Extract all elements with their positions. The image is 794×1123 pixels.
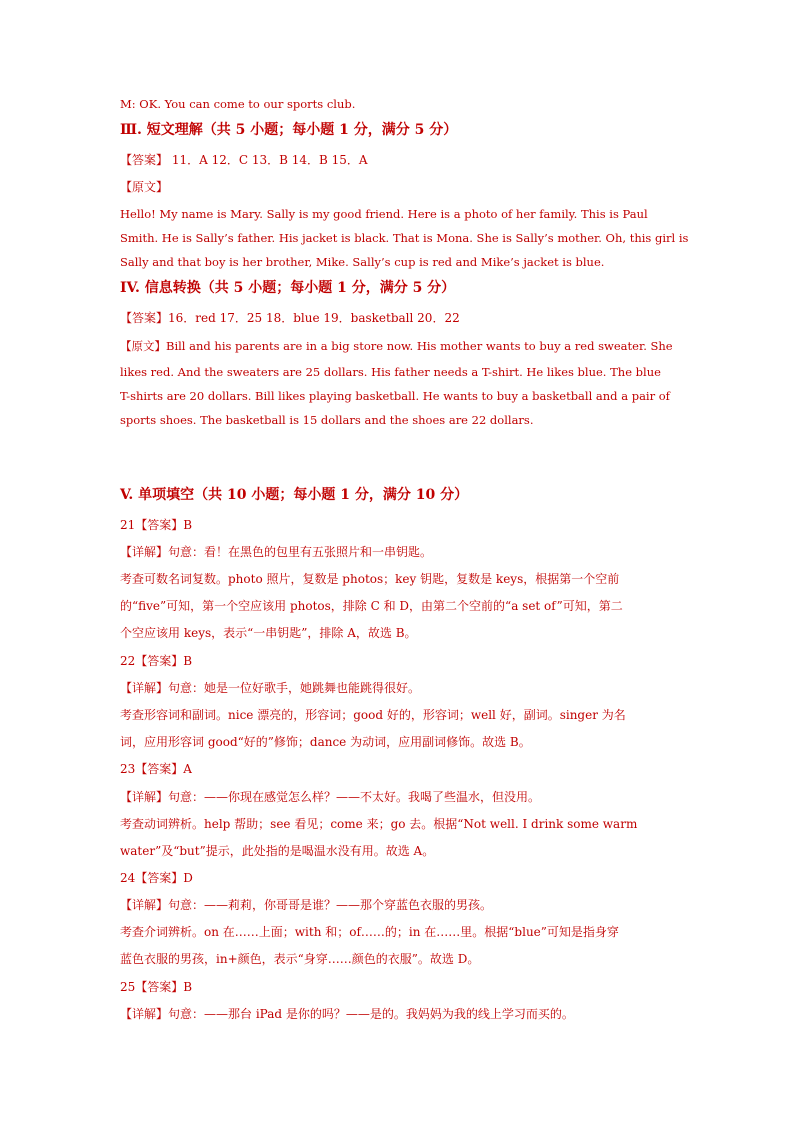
section-heading-iii: Ⅲ. 短文理解（共 5 小题；每小题 1 分，满分 5 分） xyxy=(120,122,458,138)
question-answer: 23【答案】A xyxy=(120,762,192,776)
passage-line: T-shirts are 20 dollars. Bill likes playing basketball. He wants to buy a basketball and a pair of xyxy=(120,389,670,403)
explanation-line: 的“five”可知，第一个空应该用 photos，排除 C 和 D，由第二个空前的“a set of”可知，第二 xyxy=(120,599,623,613)
explanation-line: 【详解】句意：她是一位好歌手，她跳舞也能跳得很好。 xyxy=(120,681,421,695)
question-answer: 24【答案】D xyxy=(120,871,193,885)
passage-line: Smith. He is Sally’s father. His jacket is black. That is Mona. She is Sally’s mother. Oh, this girl is xyxy=(120,231,689,245)
explanation-line: 考查形容词和副词。nice 漂亮的，形容词；good 好的，形容词；well 好，副词。singer 为名 xyxy=(120,708,626,722)
question-answer: 25【答案】B xyxy=(120,980,193,994)
explanation-line: water”及“but”提示，此处指的是喝温水没有用。故选 A。 xyxy=(120,844,435,858)
question-answer: 21【答案】B xyxy=(120,518,193,532)
section-heading-iv: IV. 信息转换（共 5 小题；每小题 1 分，满分 5 分） xyxy=(120,280,456,296)
question-answer: 22【答案】B xyxy=(120,654,193,668)
dialogue-line: M: OK. You can come to our sports club. xyxy=(120,97,356,111)
original-text-label: 【原文】 xyxy=(120,180,169,194)
answer-line: 【答案】 11．A 12．C 13．B 14．B 15．A xyxy=(120,153,368,167)
section-heading-v: V. 单项填空（共 10 小题；每小题 1 分，满分 10 分） xyxy=(120,487,469,503)
explanation-line: 【详解】句意：——莉莉，你哥哥是谁？——那个穿蓝色衣服的男孩。 xyxy=(120,898,493,912)
explanation-line: 【详解】句意：看！在黑色的包里有五张照片和一串钥匙。 xyxy=(120,545,433,559)
passage-line: Sally and that boy is her brother, Mike. Sally’s cup is red and Mike’s jacket is blue. xyxy=(120,255,605,269)
explanation-line: 【详解】句意：——那台 iPad 是你的吗？——是的。我妈妈为我的线上学习而买的。 xyxy=(120,1007,574,1021)
passage-line: likes red. And the sweaters are 25 dollars. His father needs a T-shirt. He likes blue. The blue xyxy=(120,365,661,379)
explanation-line: 蓝色衣服的男孩，in+颜色，表示“身穿……颜色的衣服”。故选 D。 xyxy=(120,952,480,966)
explanation-line: 考查动词辨析。help 帮助；see 看见；come 来；go 去。根据“Not well. I drink some warm xyxy=(120,817,638,831)
passage-line: 【原文】Bill and his parents are in a big store now. His mother wants to buy a red sweater. She xyxy=(120,339,673,353)
passage-line: sports shoes. The basketball is 15 dollars and the shoes are 22 dollars. xyxy=(120,413,534,427)
explanation-line: 考查可数名词复数。photo 照片，复数是 photos；key 钥匙，复数是 keys，根据第一个空前 xyxy=(120,572,620,586)
passage-line: Hello! My name is Mary. Sally is my good friend. Here is a photo of her family. This is Paul xyxy=(120,207,648,221)
explanation-line: 个空应该用 keys，表示“一串钥匙”，排除 A，故选 B。 xyxy=(120,626,417,640)
explanation-line: 【详解】句意：——你现在感觉怎么样？——不太好。我喝了些温水，但没用。 xyxy=(120,790,541,804)
explanation-line: 考查介词辨析。on 在……上面；with 和；of……的；in 在……里。根据“blue”可知是指身穿 xyxy=(120,925,619,939)
explanation-line: 词，应用形容词 good“好的”修饰；dance 为动词，应用副词修饰。故选 B。 xyxy=(120,735,531,749)
answer-line: 【答案】16．red 17．25 18．blue 19．basketball 20．22 xyxy=(120,311,460,325)
